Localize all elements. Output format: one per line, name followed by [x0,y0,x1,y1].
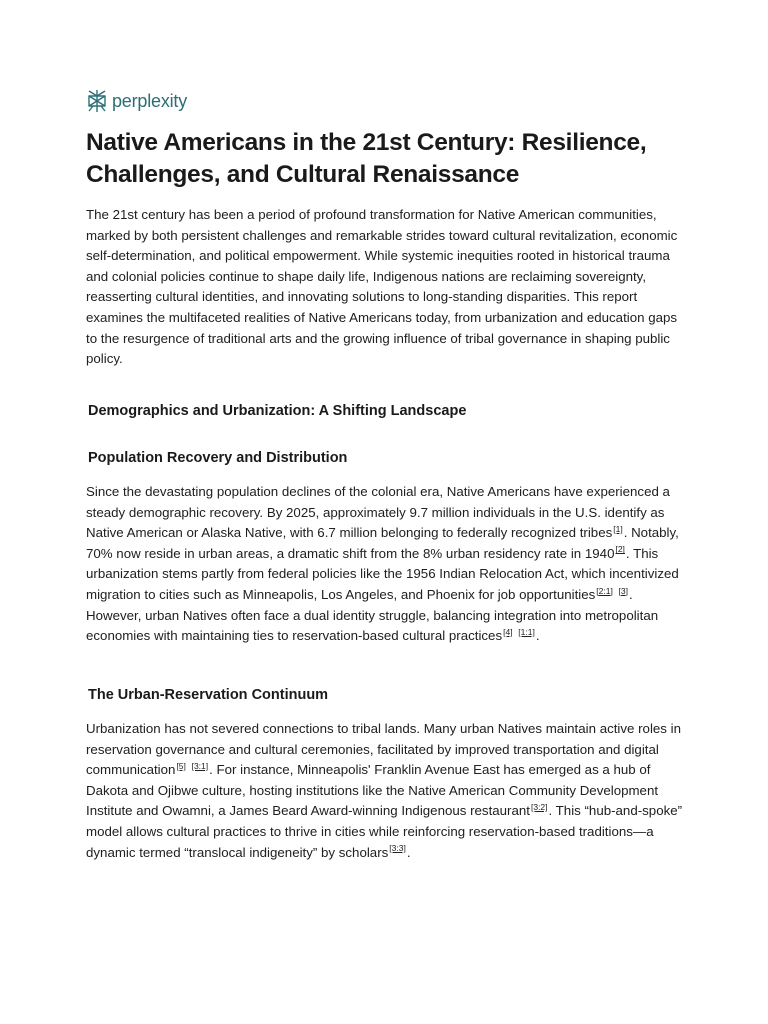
paragraph-text: . [535,628,540,644]
citation-link[interactable]: [3:1] [191,760,209,771]
citation-link[interactable]: [1:1] [518,626,535,637]
intro-paragraph: The 21st century has been a period of profound transformation for Native American communities, marked by both persistent challenges and remarkable strides toward cultural revitalization, economic self-determination, and political empowerment. While systemic inequities rooted in historical trauma and colonial policies continue to shape daily life, Indigenous nations are reclaiming sovereignty, reasserting cultural identities, and innovating solutions to long-standing disparities. This report examines the multifaceted realities of Native Americans today, from urbanization and education gaps to the resurgence of traditional arts and the growing influence of tribal governance in shaping public policy. [86,207,678,367]
paragraph-text: . This “hub-and-spoke” model allows cultural practices to thrive in cities while reinforcing reservation-based traditions—a dynamic termed “translocal indigeneity” by scholars [86,803,683,860]
paragraph-text: . This urbanization stems partly from federal policies like the 1956 Indian Relocation Act, which incentivized migration to cities such as Minneapolis, Los Angeles, and Phoenix for job opportunities [86,545,679,602]
citation-link[interactable]: [4] [503,626,513,637]
paragraph-text: . Notably, 70% now reside in urban areas, a dramatic shift from the 8% urban residency rate in 1940 [86,525,679,561]
citation-link[interactable]: [3:3] [389,843,406,854]
paragraph-text: Since the devastating population declines of the colonial era, Native Americans have experienced a steady demographic recovery. By 2025, approximately 9.7 million individuals in the U.S. identify as Native American or Alaska Native, with 6.7 million belonging to federally recognized tribes [86,484,670,541]
citation-link[interactable]: [2:1] [596,585,613,596]
citation-link[interactable]: [3:2] [530,801,548,812]
citation-link[interactable]: [5] [176,760,186,771]
document-title: Native Americans in the 21st Century: Resilience, Challenges, and Cultural Renaissance [86,129,647,188]
brand-logo[interactable] [86,89,187,113]
perplexity-logo-icon [86,89,108,113]
paragraph-text: . [406,844,411,860]
citation-link[interactable]: [2] [615,544,625,555]
paragraph-text: . However, urban Natives often face a dual identity struggle, balancing integration into metropolitan economies with maintaining ties to reservation-based cultural practices [86,586,659,644]
urban-reservation-paragraph [86,719,686,863]
brand-name: perplexity [112,90,188,111]
population-paragraph [86,482,686,647]
subsection-heading-population: Population Recovery and Distribution [88,450,348,466]
paragraph-text: . For instance, Minneapolis' Franklin Avenue East has emerged as a hub of Dakota and Ojibwe culture, hosting institutions like the Native American Community Development Institute and Owamni, a James Beard Award-winning Indigenous restaurant [86,762,659,819]
subsection-heading-urban-reservation: The Urban-Reservation Continuum [88,687,329,703]
citation-link[interactable]: [1] [613,523,623,534]
section-heading-demographics: Demographics and Urbanization: A Shifting Landscape [88,403,467,419]
paragraph-text: Urbanization has not severed connections to tribal lands. Many urban Natives maintain active roles in reservation governance and cultural ceremonies, facilitated by improved transportation and digital communication [86,721,681,778]
citation-link[interactable]: [3] [618,585,628,596]
